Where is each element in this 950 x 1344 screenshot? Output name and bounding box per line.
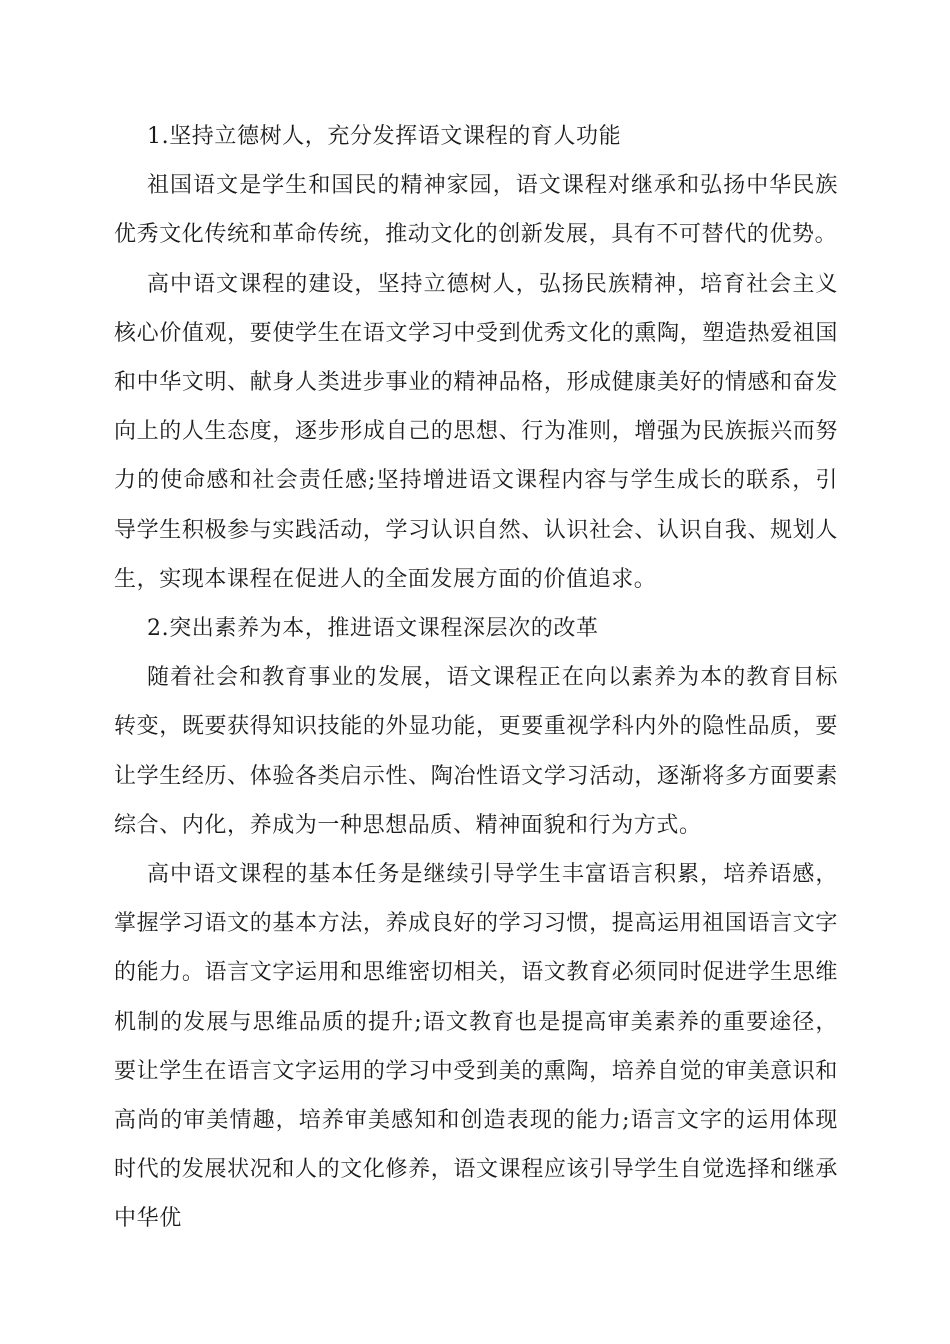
paragraph-1: 祖国语文是学生和国民的精神家园，语文课程对继承和弘扬中华民族优秀文化传统和革命传统，推动文化的创新发展，具有不可替代的优势。 [114,173,838,248]
paragraph-2: 高中语文课程的建设，坚持立德树人，弘扬民族精神，培育社会主义核心价值观，要使学生在语文学习中受到优秀文化的熏陶，塑造热爱祖国和中华文明、献身人类进步事业的精神品格，形成健康美好的情感和奋发向上的人生态度，逐步形成自己的思想、行为准则，增强为民族振兴而努力的使命感和社会责任感;坚持增进语文课程内容与学生成长的联系，引导学生积极参与实践活动，学习认识自然、认识社会、认识自我、规划人生，实现本课程在促进人的全面发展方面的价值追求。 [114,271,838,592]
section-heading-2: 2.突出素养为本，推进语文课程深层次的改革 [147,616,599,642]
section-heading-1: 1.坚持立德树人，充分发挥语文课程的育人功能 [147,124,622,149]
paragraph-4: 高中语文课程的基本任务是继续引导学生丰富语言积累，培养语感，掌握学习语文的基本方法，养成良好的学习习惯，提高运用祖国语言文字的能力。语言文字运用和思维密切相关，语文教育必须同时促进学生思维机制的发展与思维品质的提升;语文教育也是提高审美素养的重要途径，要让学生在语言文字运用的学习中受到美的熏陶，培养自觉的审美意识和高尚的审美情趣，培养审美感知和创造表现的能力;语言文字的运用体现时代的发展状况和人的文化修养，语文课程应该引导学生自觉选择和继承中华优 [114,862,838,1232]
document-body [114,112,838,1244]
paragraph-3: 随着社会和教育事业的发展，语文课程正在向以素养为本的教育目标转变，既要获得知识技能的外显功能，更要重视学科内外的隐性品质，要让学生经历、体验各类启示性、陶冶性语文学习活动，逐渐将多方面要素综合、内化，养成为一种思想品质、精神面貌和行为方式。 [114,665,838,838]
